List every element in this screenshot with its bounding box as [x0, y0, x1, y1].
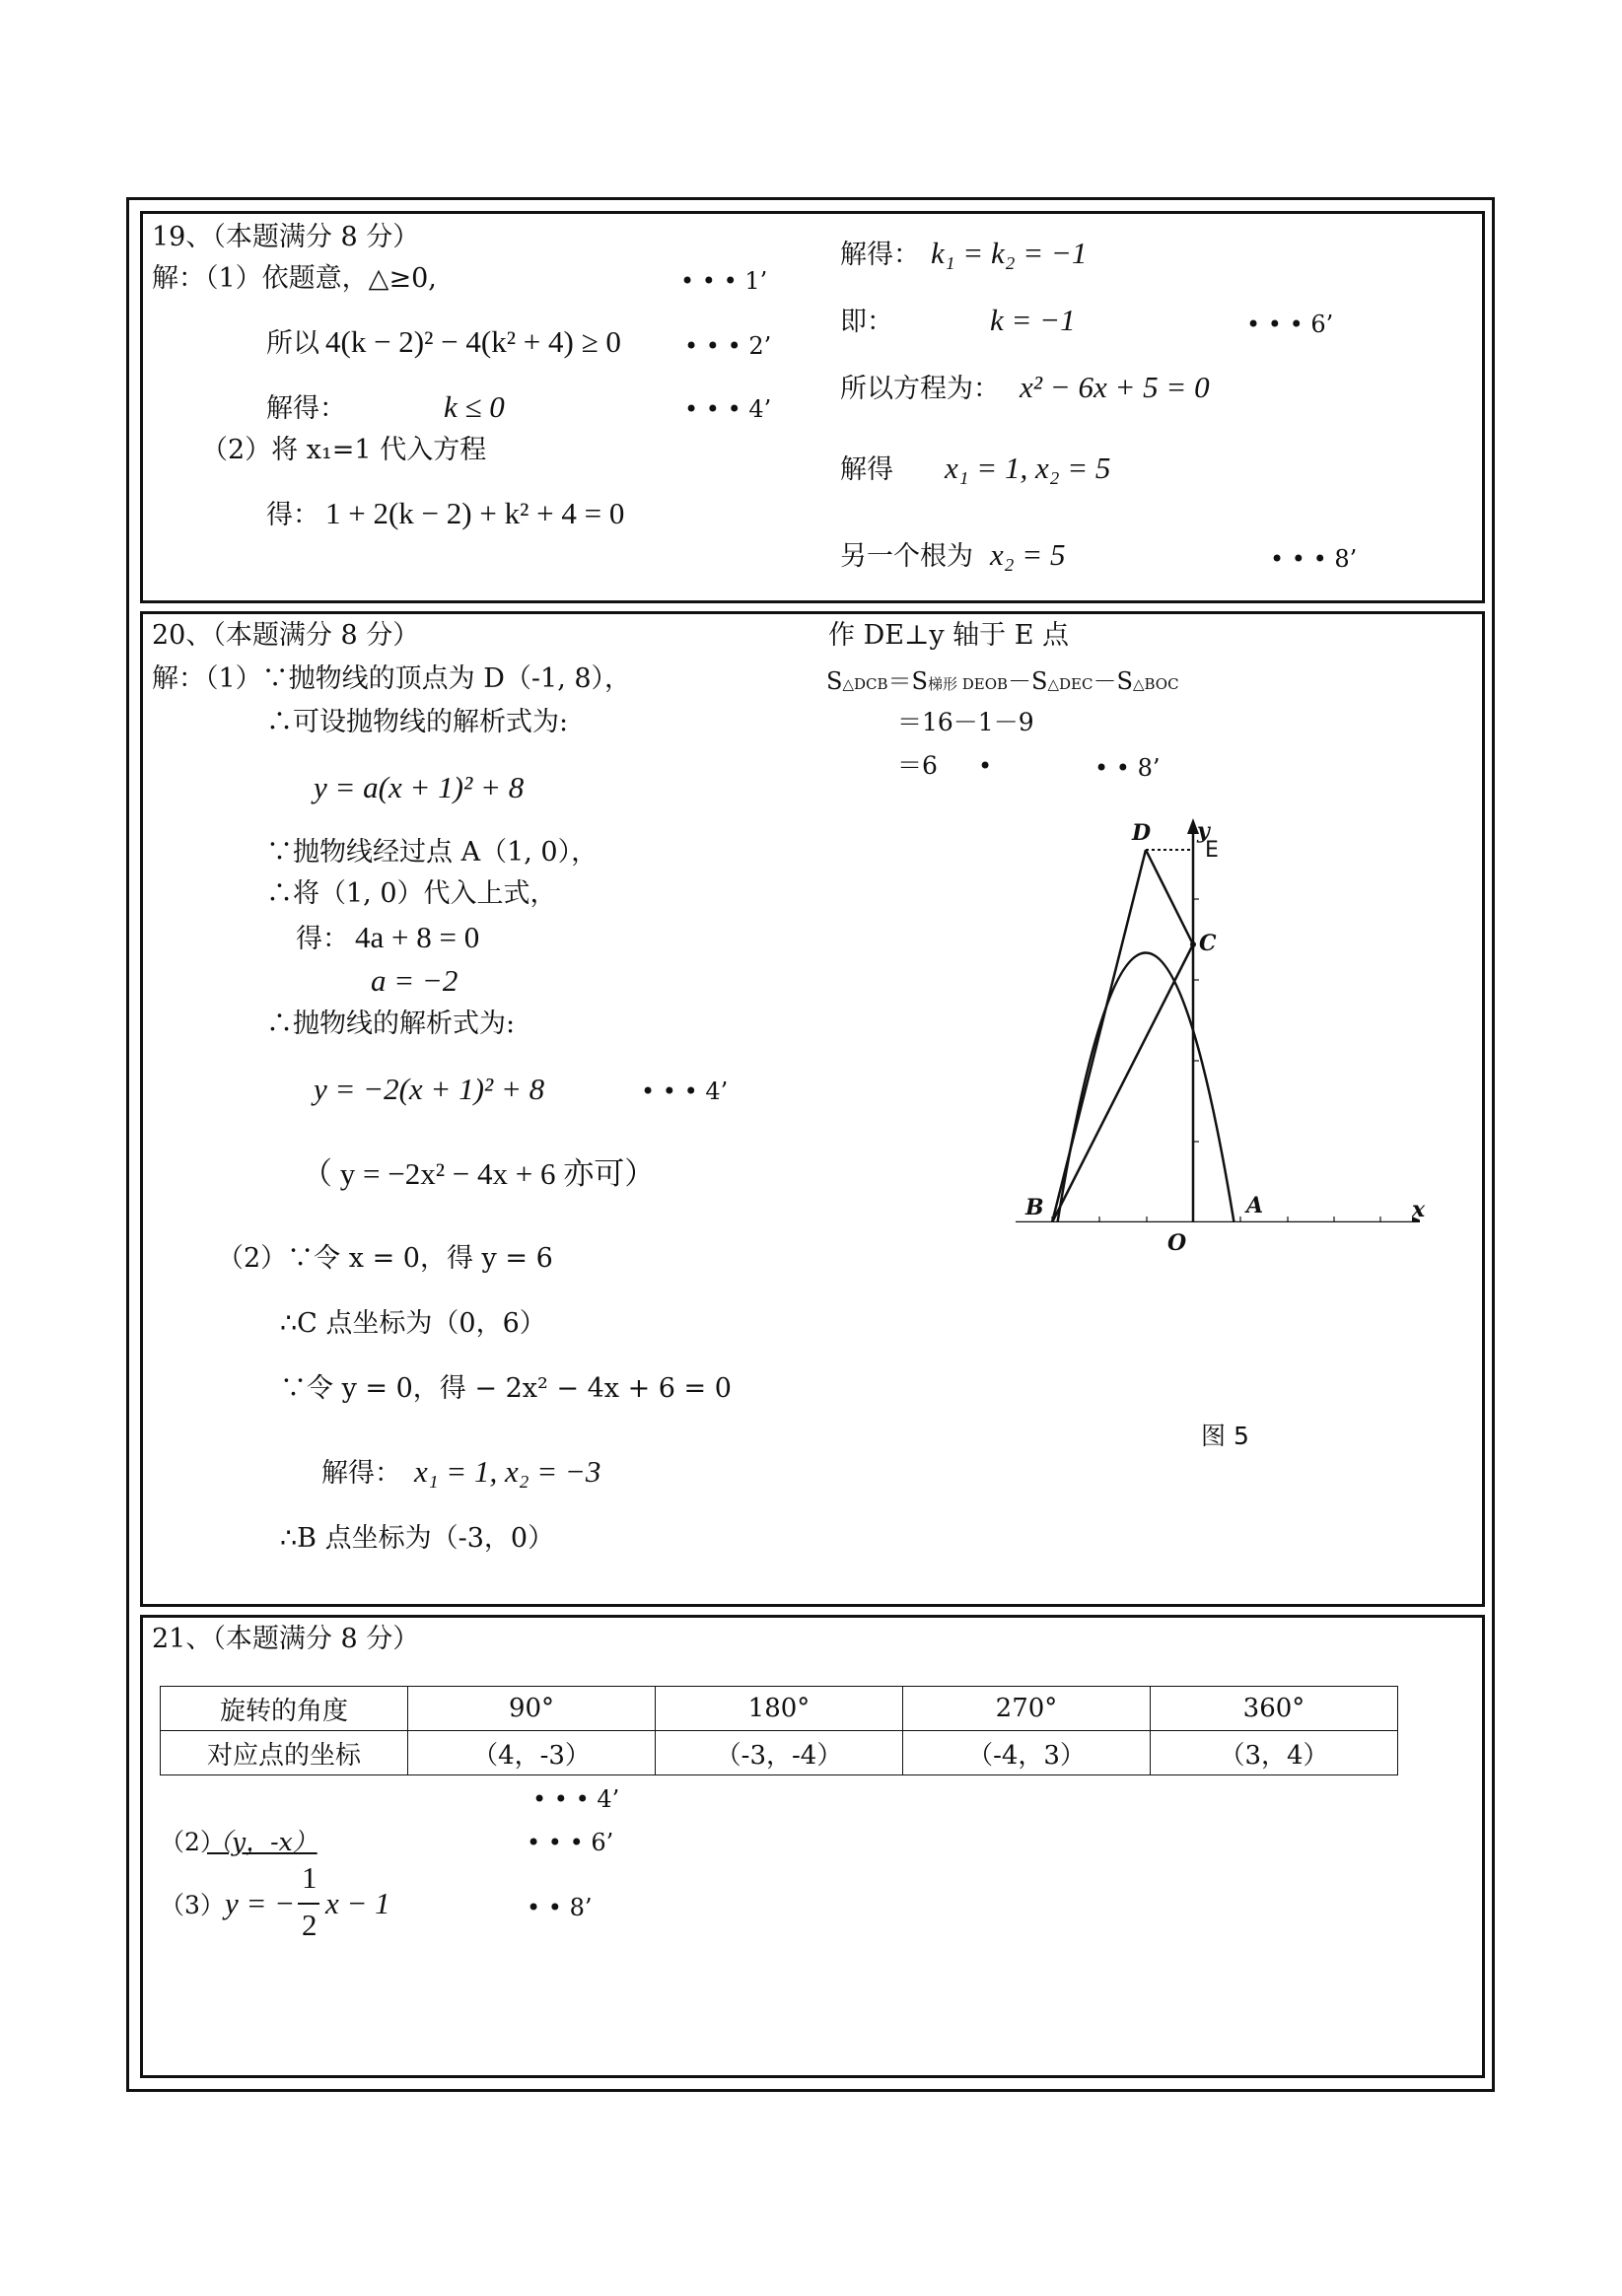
area-minus2: －S [1093, 667, 1133, 695]
q20-part2-line2: ∴C 点坐标为（0，6） [280, 1308, 546, 1339]
area-minus1: －S [1008, 667, 1048, 695]
q21-part3-rhs: x − 1 [325, 1886, 390, 1920]
fig-label-x: x [1412, 1197, 1426, 1222]
q19-solve: k ≤ 0 [444, 389, 505, 424]
q20-line4: ∵抛物线经过点 A（1, 0）， [266, 837, 599, 868]
q21-part3-numerator: 1 [302, 1860, 317, 1895]
area-sub-dec: △DEC [1047, 675, 1093, 693]
q20-line9: y = −2(x + 1)² + 8 [314, 1072, 545, 1106]
q19-right-solve-label: 解得： [840, 240, 920, 270]
table-cell: （-3，-4） [656, 1731, 903, 1775]
q19-get-label: 得： [266, 500, 319, 530]
table-cell: 对应点的坐标 [161, 1731, 408, 1775]
q19-right-eq-label: 所以方程为： [840, 374, 1000, 404]
q19-right-roots: x₁ = 1, x₂ = 5 [945, 451, 1111, 485]
q21-fraction-bar [298, 1903, 319, 1905]
q21-part2-label: （2） [160, 1828, 225, 1856]
q19-ineq-prefix: 所以 [266, 328, 319, 359]
fig-label-b: B [1025, 1195, 1044, 1220]
q20-line7: a = −2 [371, 963, 458, 998]
area-sub-deob: 梯形 DEOB [927, 675, 1009, 693]
segment-db [1052, 850, 1146, 1222]
q20-line1: 解：（1）∵抛物线的顶点为 D（-1, 8）， [152, 663, 632, 694]
q20-header: 20、（本题满分 8 分） [152, 620, 420, 651]
table-cell: 90° [408, 1687, 656, 1731]
q20-line10: （ y = −2x² − 4x + 6 亦可） [302, 1156, 656, 1191]
q19-part2-intro: （2）将 x₁=1 代入方程 [201, 435, 487, 465]
q20-right-line3: ＝16－1－9 [897, 708, 1034, 736]
q20-line3: y = a(x + 1)² + 8 [314, 770, 525, 804]
rotation-table [160, 1686, 1398, 1775]
table-cell: （4，-3） [408, 1731, 656, 1775]
q20-right-line4: ＝6 [897, 751, 938, 780]
q21-mark-8: • • 8’ [527, 1894, 593, 1921]
fig-label-d: D [1132, 820, 1152, 846]
q21-header: 21、（本题满分 8 分） [152, 1624, 420, 1654]
fig-label-y: y [1197, 818, 1210, 844]
q19-mark-4: • • • 4’ [684, 395, 772, 423]
table-cell: 旋转的角度 [161, 1687, 408, 1731]
area-eq: ＝S [887, 667, 928, 695]
q19-mark-1: • • • 1’ [680, 267, 768, 295]
q21-mark-4: • • • 4’ [532, 1785, 620, 1813]
table-cell: 180° [656, 1687, 903, 1731]
q20-line5: ∴将（1, 0）代入上式， [266, 878, 557, 909]
table-cell: （3，4） [1151, 1731, 1398, 1775]
q19-ineq: 4(k − 2)² − 4(k² + 4) ≥ 0 [325, 324, 621, 359]
q19-right-other: x₂ = 5 [990, 537, 1066, 572]
figure-caption: 图 5 [1201, 1422, 1249, 1450]
segment-bc [1052, 944, 1193, 1222]
q20-line6-label: 得： [296, 924, 349, 954]
table-row [161, 1687, 1398, 1731]
area-sub-boc: △BOC [1132, 675, 1179, 693]
q19-get-eq: 1 + 2(k − 2) + k² + 4 = 0 [325, 496, 625, 530]
q21-part3-label: （3） [160, 1891, 225, 1919]
fig-label-c: C [1199, 931, 1217, 956]
q20-mark-8: • • 8’ [1094, 754, 1161, 782]
q20-line2: ∴可设抛物线的解析式为: [266, 707, 569, 737]
q20-line8: ∴抛物线的解析式为: [266, 1009, 516, 1039]
parabola-curve [1032, 953, 1259, 1223]
q20-right-line1: 作 DE⊥y 轴于 E 点 [828, 620, 1070, 651]
q21-box [140, 1615, 1485, 2078]
area-sub-dcb: △DCB [842, 675, 888, 693]
q21-part3-denominator: 2 [302, 1908, 317, 1942]
q21-part3-lhs: y = − [225, 1886, 296, 1920]
fig-label-o: O [1167, 1230, 1187, 1256]
q19-mark-6: • • • 6’ [1246, 311, 1334, 338]
q19-mark-2: • • • 2’ [684, 332, 772, 360]
q20-line6: 4a + 8 = 0 [355, 920, 480, 954]
q19-right-other-label: 另一个根为 [840, 541, 973, 572]
q20-part2-line3: ∵令 y = 0，得 − 2x² − 4x + 6 = 0 [280, 1373, 732, 1404]
q20-part2-line5: ∴B 点坐标为（-3，0） [280, 1523, 555, 1554]
q21-part2: （y，-x） [207, 1828, 317, 1856]
q20-part2-line1: （2）∵令 x = 0，得 y = 6 [217, 1243, 553, 1274]
q19-right-ie-label: 即： [840, 307, 893, 337]
segment-dc [1146, 850, 1193, 944]
q20-part2-solve: x₁ = 1, x₂ = −3 [414, 1454, 601, 1489]
q20-area-formula [826, 664, 1179, 701]
table-cell: （-4，3） [903, 1731, 1151, 1775]
q19-header: 19、（本题满分 8 分） [152, 222, 420, 252]
area-s: S [826, 667, 843, 695]
q19-right-roots-label: 解得 [840, 454, 893, 485]
parabola-figure [1006, 808, 1420, 1222]
q20-part2-solve-label: 解得： [321, 1458, 401, 1489]
q20-right-dot: • [978, 752, 993, 780]
q19-right-solve: k₁ = k₂ = −1 [931, 236, 1088, 270]
table-cell: 270° [903, 1687, 1151, 1731]
q19-solve-label: 解得： [266, 393, 346, 424]
fig-label-e: E [1205, 838, 1219, 863]
table-cell: 360° [1151, 1687, 1398, 1731]
q19-part1-intro: 解：（1）依题意，△≥0, [152, 263, 437, 294]
table-row [161, 1731, 1398, 1775]
q20-mark-4: • • • 4’ [641, 1078, 729, 1105]
q21-mark-6: • • • 6’ [527, 1829, 614, 1856]
q19-mark-8: • • • 8’ [1270, 545, 1358, 573]
q19-right-ie: k = −1 [990, 303, 1076, 337]
fig-label-a: A [1246, 1193, 1264, 1218]
q19-right-eq: x² − 6x + 5 = 0 [1020, 370, 1210, 404]
